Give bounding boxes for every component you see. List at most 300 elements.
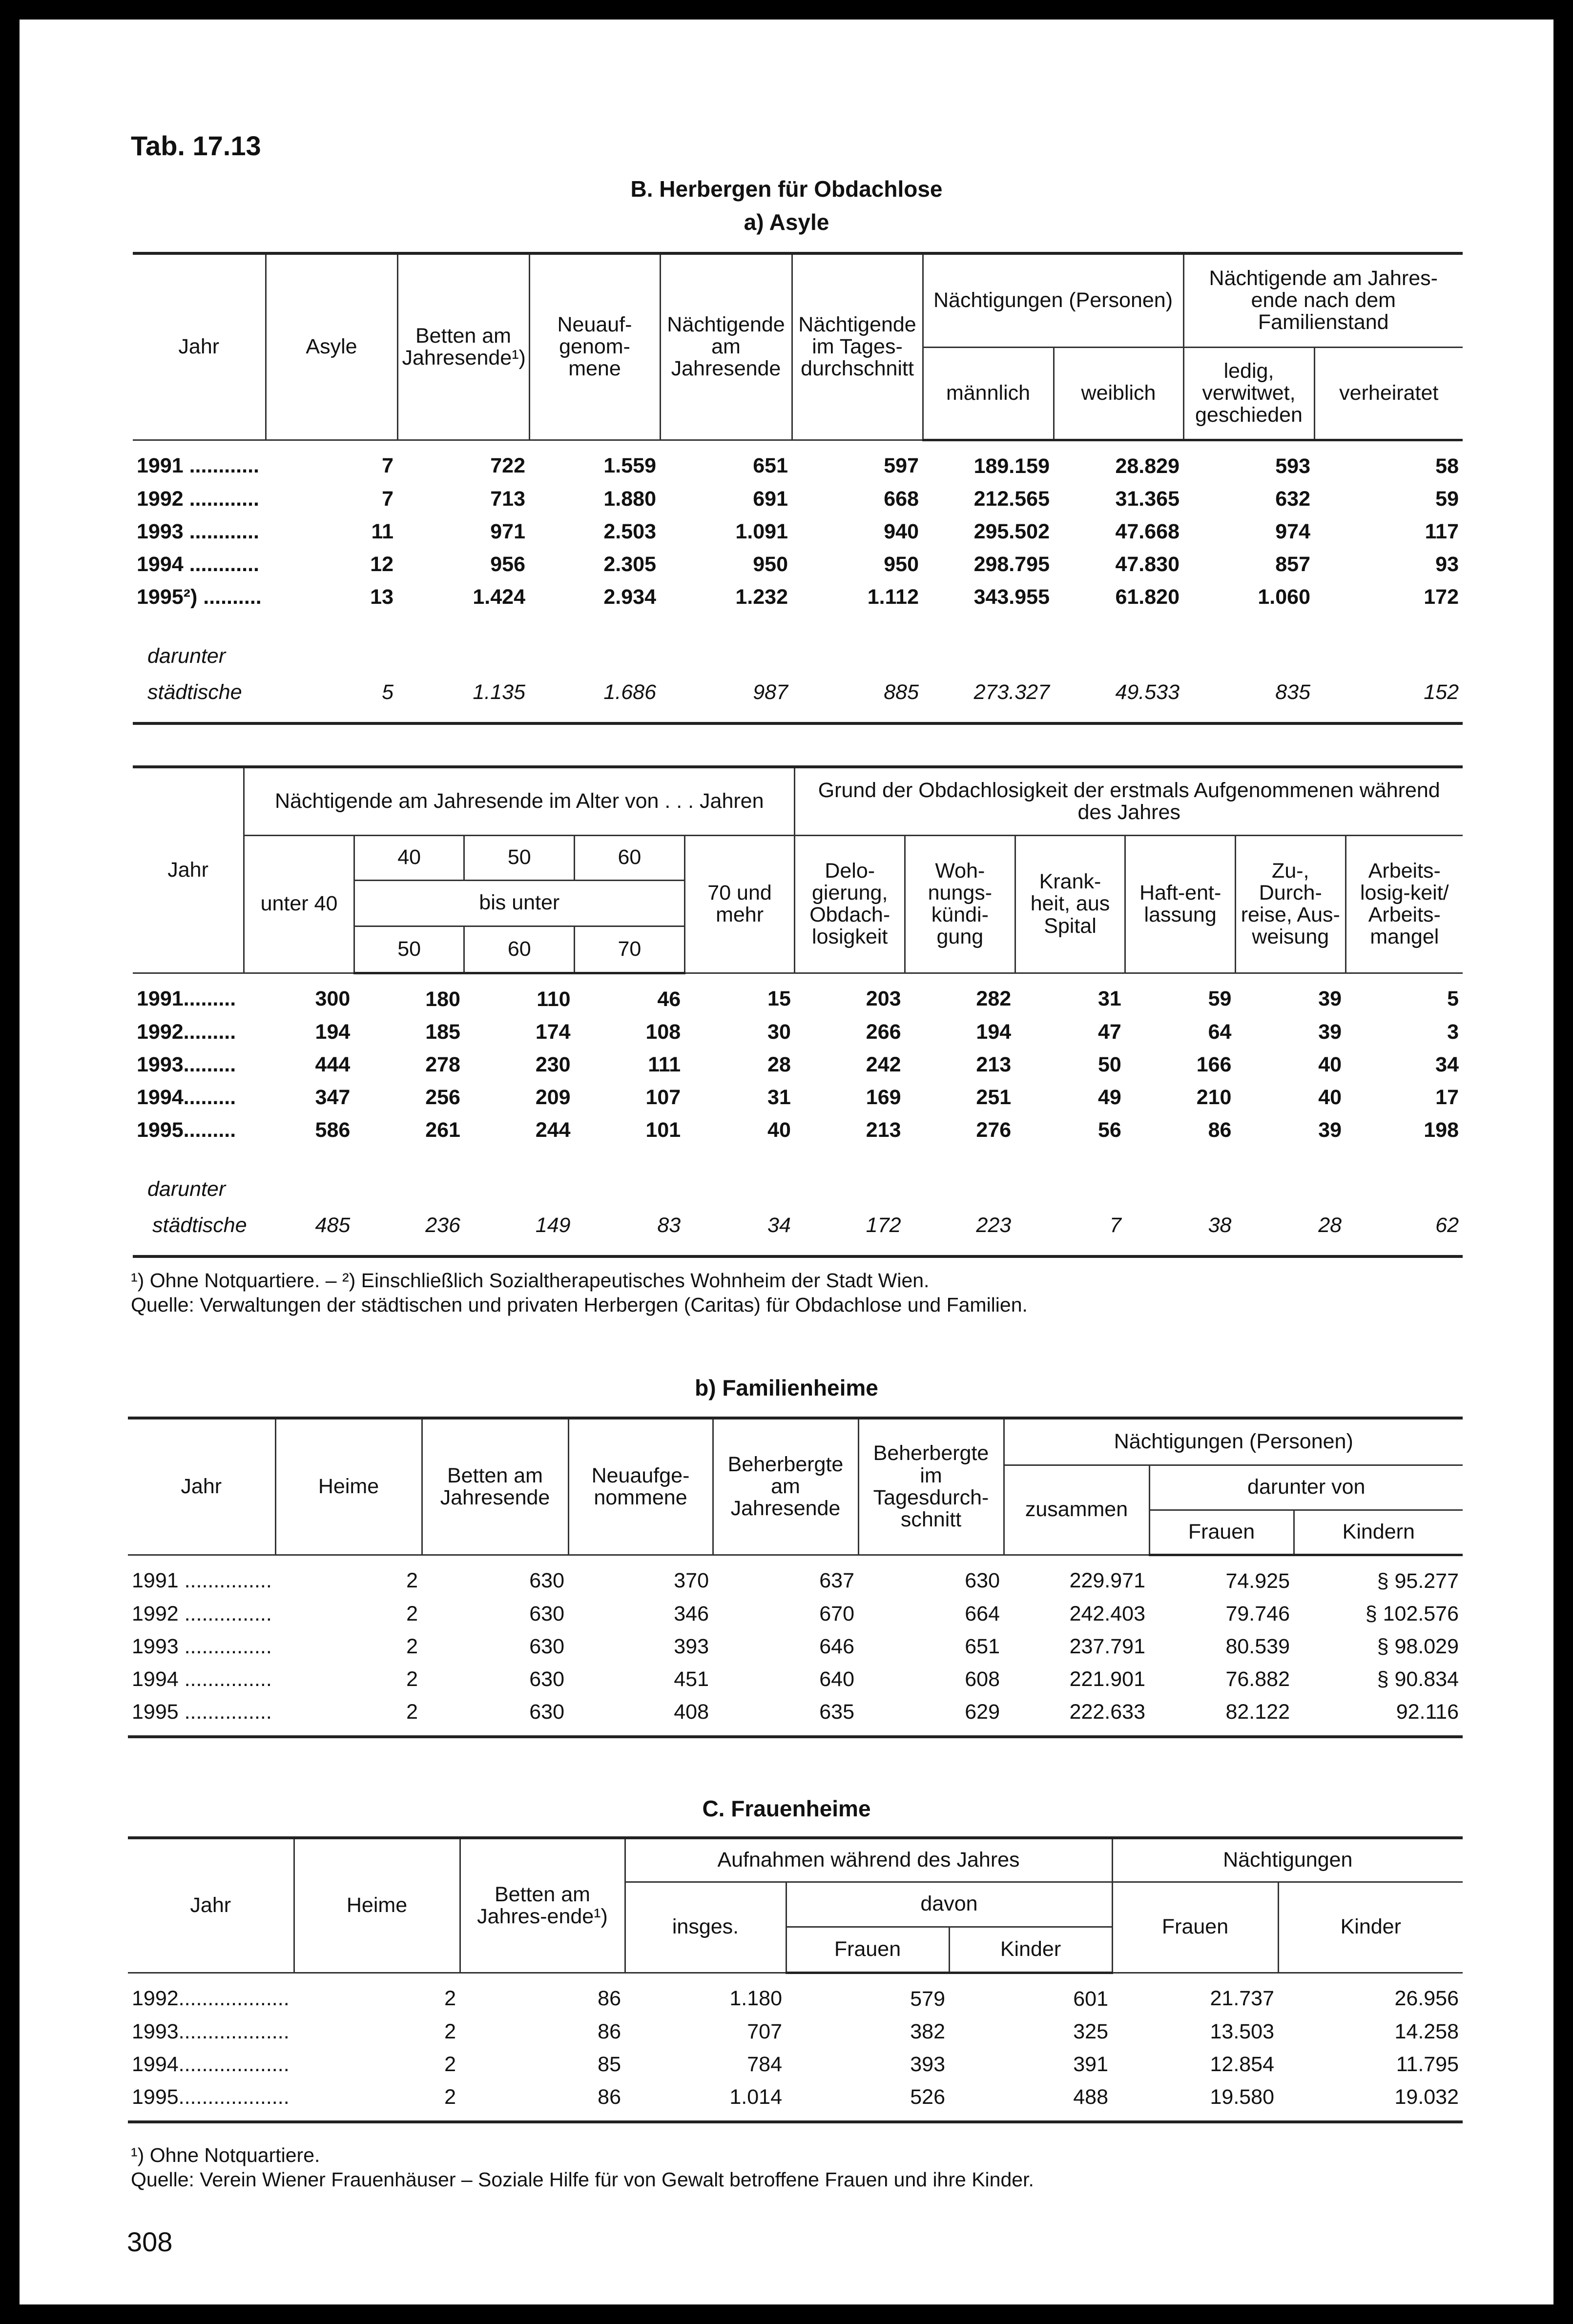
header-b60: 60 xyxy=(464,926,575,973)
table-cell: 1.112 xyxy=(867,585,919,609)
table-cell: 1.880 xyxy=(603,487,656,511)
table-cell: 670 xyxy=(819,1602,854,1625)
table-cell: 635 xyxy=(819,1700,854,1724)
table-cell: 630 xyxy=(529,1602,564,1625)
header-frauen: Frauen xyxy=(1149,1510,1294,1555)
table-cell: 2 xyxy=(406,1700,418,1724)
table-cell: 1.180 xyxy=(729,1987,782,2010)
table-cell: 180 xyxy=(425,987,460,1011)
table-cell: 1.232 xyxy=(735,585,788,609)
table-cell: 382 xyxy=(910,2019,945,2043)
table-cell: 266 xyxy=(866,1020,901,1044)
table-cell: 19.032 xyxy=(1394,2085,1459,2109)
alter-grund-table xyxy=(133,765,1463,1258)
table-cell: 230 xyxy=(535,1052,571,1076)
table-cell: 347 xyxy=(315,1085,351,1109)
document-page xyxy=(20,20,1553,2304)
table-cell: 7 xyxy=(382,487,393,511)
table-cell: 39 xyxy=(1318,1118,1342,1142)
table-cell: 107 xyxy=(645,1085,681,1109)
header-maennlich: männlich xyxy=(923,347,1054,440)
row-year: 1991 ............... xyxy=(132,1569,272,1592)
section-frauenheime-title: C. Frauenheime xyxy=(702,1796,871,1821)
table-cell: 325 xyxy=(1073,2019,1109,2043)
table-cell: 1.424 xyxy=(473,585,525,609)
table-cell: 2.503 xyxy=(603,519,656,543)
table-cell: 601 xyxy=(1073,1987,1109,2011)
table-cell: 12 xyxy=(370,552,393,576)
row-year: 1994 ............... xyxy=(132,1667,272,1691)
table-cell: 586 xyxy=(315,1118,351,1142)
header-betten: Betten am Jahres-ende¹) xyxy=(460,1838,625,1973)
table-cell: 21.737 xyxy=(1210,1987,1275,2010)
table-cell: 298.795 xyxy=(973,552,1050,576)
table-cell: 80.539 xyxy=(1225,1634,1290,1658)
table-cell: 242.403 xyxy=(1069,1602,1145,1625)
section-familienheime-title: b) Familienheime xyxy=(695,1375,878,1400)
asyle-staedtische xyxy=(133,672,1463,712)
table-cell: 5 xyxy=(382,680,393,704)
table-cell: 101 xyxy=(645,1118,681,1142)
table-row xyxy=(128,2048,1463,2081)
table-cell: 209 xyxy=(535,1085,571,1109)
table-cell: 393 xyxy=(674,1634,709,1658)
table-cell: 2.934 xyxy=(603,585,656,609)
table-number: Tab. 17.13 xyxy=(131,130,261,161)
table-cell: 640 xyxy=(819,1667,854,1691)
table-cell: 17 xyxy=(1435,1085,1459,1109)
table-row xyxy=(133,973,1463,1016)
table-cell: 2 xyxy=(406,1602,418,1625)
header-70-und-mehr: 70 und mehr xyxy=(684,835,795,973)
table-cell: 172 xyxy=(1424,585,1459,609)
table-row xyxy=(128,1555,1463,1598)
table-cell: 40 xyxy=(1318,1085,1342,1109)
row-year: 1991......... xyxy=(137,987,236,1010)
header-aufnahmen: Aufnahmen während des Jahres xyxy=(625,1838,1112,1882)
header-b70: 70 xyxy=(575,926,685,973)
table-cell: 46 xyxy=(657,987,681,1011)
header-jahr: Jahr xyxy=(128,1838,294,1973)
table-cell: 39 xyxy=(1318,987,1342,1010)
table-cell: 198 xyxy=(1424,1118,1459,1142)
table-cell: 1.014 xyxy=(729,2085,782,2109)
section-a-title: a) Asyle xyxy=(744,209,829,235)
table-row xyxy=(128,1630,1463,1663)
table-row xyxy=(133,1205,1463,1245)
header-darunter-von: darunter von xyxy=(1149,1465,1463,1510)
table-cell: 93 xyxy=(1435,552,1459,576)
table-cell: 1.686 xyxy=(603,680,656,704)
table-cell: 691 xyxy=(753,487,788,511)
table-cell: 86 xyxy=(598,2019,621,2043)
familienheime-table xyxy=(128,1417,1463,1738)
header-verheiratet: verheiratet xyxy=(1314,347,1463,440)
frauenheime-table xyxy=(128,1836,1463,2123)
table-cell: 630 xyxy=(529,1700,564,1724)
table-cell: 393 xyxy=(910,2052,945,2076)
frauenheime-table-body xyxy=(128,1973,1463,2114)
darunter-label-2: darunter xyxy=(147,1177,226,1201)
table-cell: 76.882 xyxy=(1225,1667,1290,1691)
table-cell: 30 xyxy=(767,1020,791,1044)
table-row xyxy=(133,515,1463,548)
table-cell: 13.503 xyxy=(1210,2019,1275,2043)
table-cell: 2 xyxy=(406,1667,418,1691)
header-50: 50 xyxy=(464,835,575,880)
header-kindern: Kindern xyxy=(1294,1510,1463,1555)
row-year: 1993 ............... xyxy=(132,1634,272,1658)
table-cell: 1.060 xyxy=(1258,585,1310,609)
header-ledig: ledig, verwitwet, geschieden xyxy=(1183,347,1314,440)
table-cell: 117 xyxy=(1425,519,1459,543)
header-haftentlassung: Haft-ent-lassung xyxy=(1125,835,1236,973)
table-cell: 79.746 xyxy=(1225,1602,1290,1625)
row-year: 1994 ............ xyxy=(137,552,259,576)
header-neuaufgenommene: Neuaufge-nommene xyxy=(568,1418,713,1555)
table-cell: 59 xyxy=(1435,487,1459,511)
table-cell: 651 xyxy=(753,454,788,477)
alter-grund-staedtische xyxy=(133,1205,1463,1245)
header-alter: Nächtigende am Jahresende im Alter von . . . Jahren xyxy=(244,767,795,835)
table-cell: 974 xyxy=(1275,519,1310,543)
table-cell: § 98.029 xyxy=(1377,1634,1459,1658)
table-cell: 668 xyxy=(884,487,919,511)
header-davon: davon xyxy=(786,1882,1112,1927)
table-cell: 19.580 xyxy=(1210,2085,1275,2109)
header-familienstand: Nächtigende am Jahres-ende nach dem Familienstand xyxy=(1183,253,1463,347)
table-cell: 64 xyxy=(1208,1020,1232,1044)
table-cell: 7 xyxy=(382,454,393,477)
table-cell: 1.135 xyxy=(473,680,525,704)
table-cell: 2 xyxy=(406,1634,418,1658)
table-cell: 15 xyxy=(767,987,791,1010)
alter-grund-table-body xyxy=(133,973,1463,1147)
table-cell: 210 xyxy=(1196,1085,1232,1109)
table-cell: 11 xyxy=(371,519,393,543)
table-cell: 13 xyxy=(370,585,393,609)
header-wohnungskuendigung: Woh-nungs-kündi-gung xyxy=(905,835,1015,973)
table-cell: § 95.277 xyxy=(1377,1569,1459,1593)
table-row xyxy=(133,1114,1463,1147)
header-betten: Betten am Jahresende xyxy=(422,1418,568,1555)
table-cell: 987 xyxy=(753,680,788,704)
table-cell: 237.791 xyxy=(1069,1634,1145,1658)
table-cell: 62 xyxy=(1435,1213,1459,1237)
table-cell: 185 xyxy=(425,1020,460,1044)
table-cell: 56 xyxy=(1097,1118,1121,1142)
row-year: 1994................... xyxy=(132,2052,290,2076)
header-jahr: Jahr xyxy=(133,253,266,440)
table-cell: 244 xyxy=(535,1118,571,1142)
header-kinder: Kinder xyxy=(949,1927,1112,1973)
table-row xyxy=(128,1973,1463,2016)
table-cell: 86 xyxy=(598,1987,621,2010)
header-naechtigende-jahresende: Nächtigende am Jahresende xyxy=(660,253,792,440)
table-cell: 194 xyxy=(976,1020,1012,1044)
table-cell: 38 xyxy=(1208,1213,1232,1237)
table-cell: 630 xyxy=(965,1569,1000,1592)
table-cell: 189.159 xyxy=(973,454,1050,478)
table-cell: 49 xyxy=(1097,1085,1121,1109)
table-cell: 444 xyxy=(315,1052,351,1076)
table-cell: 1.559 xyxy=(603,454,656,477)
table-row xyxy=(133,1081,1463,1114)
table-cell: 194 xyxy=(315,1020,351,1044)
header-naechtigende-tagesdurchschnitt: Nächtigende im Tages-durchschnitt xyxy=(792,253,923,440)
table-cell: 300 xyxy=(315,987,351,1010)
table-cell: § 102.576 xyxy=(1365,1602,1459,1625)
table-cell: 630 xyxy=(529,1569,564,1592)
table-cell: 950 xyxy=(753,552,788,576)
table-cell: 343.955 xyxy=(973,585,1050,609)
table-cell: 408 xyxy=(674,1700,709,1724)
table-row xyxy=(133,548,1463,581)
table-cell: 451 xyxy=(674,1667,709,1691)
table-cell: 295.502 xyxy=(973,519,1050,543)
section-b-title: B. Herbergen für Obdachlose xyxy=(630,176,943,202)
table-cell: 28.829 xyxy=(1115,454,1180,478)
table-cell: 12.854 xyxy=(1210,2052,1275,2076)
header-n-frauen: Frauen xyxy=(1112,1882,1278,1973)
table-cell: 28 xyxy=(1318,1213,1342,1237)
table-cell: 83 xyxy=(657,1213,681,1237)
row-year: 1991 ............ xyxy=(137,454,259,477)
row-year: 1995................... xyxy=(132,2085,290,2109)
table-cell: 278 xyxy=(425,1052,460,1076)
table-cell: 229.971 xyxy=(1069,1569,1145,1592)
header-krankheit: Krank-heit, aus Spital xyxy=(1015,835,1125,973)
header-insges: insges. xyxy=(625,1882,786,1973)
table-cell: 31 xyxy=(1097,987,1121,1010)
table-cell: 707 xyxy=(747,2019,782,2043)
table-cell: 784 xyxy=(747,2052,782,2076)
table-cell: 47 xyxy=(1097,1020,1121,1044)
table-cell: 526 xyxy=(910,2085,945,2109)
table-cell: 213 xyxy=(866,1118,901,1142)
table-cell: 251 xyxy=(976,1085,1012,1109)
header-40: 40 xyxy=(354,835,464,880)
table-cell: 646 xyxy=(819,1634,854,1658)
row-year: 1992 ............... xyxy=(132,1602,272,1625)
table-cell: 11.795 xyxy=(1396,2052,1459,2076)
header-arbeitslosigkeit: Arbeits-losig-keit/ Arbeits-mangel xyxy=(1345,835,1463,973)
header-naechtigungen: Nächtigungen (Personen) xyxy=(1004,1418,1463,1465)
table-cell: 346 xyxy=(674,1602,709,1625)
table-cell: 152 xyxy=(1424,680,1459,704)
row-year: 1993......... xyxy=(137,1052,236,1076)
header-naechtigungen: Nächtigungen xyxy=(1112,1838,1463,1882)
table-cell: 3 xyxy=(1447,1020,1459,1044)
table-row xyxy=(133,1049,1463,1081)
table-cell: 2 xyxy=(444,2019,456,2043)
table-cell: 58 xyxy=(1435,454,1459,478)
table-cell: 26.956 xyxy=(1394,1987,1459,2010)
header-zusammen: zusammen xyxy=(1004,1465,1149,1555)
row-year: 1993 ............ xyxy=(137,519,259,543)
table-cell: 47.668 xyxy=(1115,519,1180,543)
table-cell: 223 xyxy=(976,1213,1012,1237)
header-beherbergte-jahresende: Beherbergte am Jahresende xyxy=(713,1418,858,1555)
table-cell: 40 xyxy=(1318,1052,1342,1076)
table-cell: 236 xyxy=(425,1213,460,1237)
header-naechtigungen: Nächtigungen (Personen) xyxy=(923,253,1183,347)
table-row xyxy=(133,483,1463,515)
table-cell: 47.830 xyxy=(1115,552,1180,576)
table-cell: 149 xyxy=(535,1213,571,1237)
table-cell: 39 xyxy=(1318,1020,1342,1044)
row-year: 1993................... xyxy=(132,2019,290,2043)
header-neuaufgenommene: Neuauf-genom-mene xyxy=(529,253,660,440)
table-cell: 608 xyxy=(965,1667,1000,1691)
table-cell: 956 xyxy=(490,552,525,576)
table-cell: 485 xyxy=(315,1213,351,1237)
table-cell: 14.258 xyxy=(1394,2019,1459,2043)
table-cell: 242 xyxy=(866,1052,901,1076)
header-betten: Betten am Jahresende¹) xyxy=(397,253,529,440)
header-jahr: Jahr xyxy=(133,767,244,973)
table-cell: 92.116 xyxy=(1396,1700,1459,1724)
table-cell: 34 xyxy=(1435,1052,1459,1076)
header-delogierung: Delo-gierung, Obdach-losigkeit xyxy=(795,835,905,973)
table-cell: 31 xyxy=(767,1085,791,1109)
table-cell: 5 xyxy=(1447,987,1459,1010)
table-cell: 2 xyxy=(444,2052,456,2076)
table-cell: 166 xyxy=(1196,1052,1232,1076)
table-cell: 940 xyxy=(884,519,919,543)
table-cell: 111 xyxy=(648,1052,681,1076)
table-cell: 174 xyxy=(535,1020,571,1044)
footnote-frauenheime: ¹) Ohne Notquartiere. xyxy=(131,2144,320,2166)
source-frauenheime: Quelle: Verein Wiener Frauenhäuser – Soziale Hilfe für von Gewalt betroffene Frauen und ihre Kinder. xyxy=(131,2168,1034,2191)
table-cell: 950 xyxy=(884,552,919,576)
table-cell: 110 xyxy=(537,987,571,1011)
table-cell: 2 xyxy=(444,2085,456,2109)
table-cell: 971 xyxy=(490,519,525,543)
header-asyle: Asyle xyxy=(266,253,397,440)
header-n-kinder: Kinder xyxy=(1278,1882,1463,1973)
row-label: städtische xyxy=(152,1213,247,1237)
row-year: 1995......... xyxy=(137,1118,236,1142)
familienheime-table-body xyxy=(128,1555,1463,1728)
table-cell: 857 xyxy=(1275,552,1310,576)
row-label: städtische xyxy=(147,680,242,704)
row-year: 1994......... xyxy=(137,1085,236,1109)
table-cell: 86 xyxy=(1208,1118,1232,1142)
table-cell: 213 xyxy=(976,1052,1012,1076)
table-cell: 34 xyxy=(767,1213,791,1237)
row-year: 1995 ............... xyxy=(132,1700,272,1724)
table-row xyxy=(128,1696,1463,1728)
table-cell: 172 xyxy=(866,1213,901,1237)
table-cell: 651 xyxy=(965,1634,1000,1658)
table-cell: 488 xyxy=(1073,2085,1109,2109)
table-cell: 713 xyxy=(490,487,525,511)
page-number: 308 xyxy=(127,2226,173,2257)
table-cell: 28 xyxy=(767,1052,791,1076)
table-cell: 370 xyxy=(674,1569,709,1592)
table-cell: 276 xyxy=(976,1118,1012,1142)
table-cell: 579 xyxy=(910,1987,945,2011)
table-cell: 40 xyxy=(767,1118,791,1142)
table-cell: 59 xyxy=(1208,987,1232,1010)
table-cell: 85 xyxy=(598,2052,621,2076)
table-row xyxy=(128,2016,1463,2048)
table-cell: 664 xyxy=(965,1602,1000,1625)
table-cell: 256 xyxy=(425,1085,460,1109)
table-cell: 593 xyxy=(1275,454,1310,478)
table-cell: 273.327 xyxy=(973,680,1050,704)
table-cell: 261 xyxy=(425,1118,460,1142)
asyle-table-body xyxy=(133,440,1463,614)
table-cell: 49.533 xyxy=(1115,680,1180,704)
row-year: 1992 ............ xyxy=(137,487,259,511)
table-cell: 82.122 xyxy=(1225,1700,1290,1724)
header-heime: Heime xyxy=(275,1418,422,1555)
header-beherbergte-tagesdurchschnitt: Beherbergte im Tagesdurch-schnitt xyxy=(858,1418,1004,1555)
table-cell: 629 xyxy=(965,1700,1000,1724)
table-cell: 835 xyxy=(1275,680,1310,704)
table-cell: 630 xyxy=(529,1667,564,1691)
row-year: 1992................... xyxy=(132,1987,290,2010)
header-b50: 50 xyxy=(354,926,464,973)
table-cell: 2 xyxy=(444,1987,456,2010)
table-cell: 722 xyxy=(490,454,525,477)
table-cell: 203 xyxy=(866,987,901,1010)
header-heime: Heime xyxy=(294,1838,460,1973)
source-asyle: Quelle: Verwaltungen der städtischen und privaten Herbergen (Caritas) für Obdachlose und Familien. xyxy=(131,1294,1028,1316)
table-cell: 31.365 xyxy=(1115,487,1180,511)
table-cell: 637 xyxy=(819,1569,854,1592)
table-cell: 1.091 xyxy=(735,519,788,543)
table-cell: 169 xyxy=(866,1085,901,1109)
table-cell: 391 xyxy=(1073,2052,1109,2076)
header-unter-40: unter 40 xyxy=(244,835,354,973)
header-weiblich: weiblich xyxy=(1054,347,1183,440)
table-cell: 50 xyxy=(1097,1052,1121,1076)
row-year: 1995²) .......... xyxy=(137,585,262,609)
table-cell: 74.925 xyxy=(1225,1569,1290,1593)
table-cell: 597 xyxy=(884,454,919,477)
table-cell: 2.305 xyxy=(603,552,656,576)
row-year: 1992......... xyxy=(137,1020,236,1044)
table-cell: 630 xyxy=(529,1634,564,1658)
header-60: 60 xyxy=(575,835,685,880)
table-row xyxy=(128,1663,1463,1696)
header-jahr: Jahr xyxy=(128,1418,275,1555)
table-row xyxy=(133,672,1463,712)
table-row xyxy=(133,440,1463,483)
table-cell: 61.820 xyxy=(1115,585,1180,609)
table-row xyxy=(128,1598,1463,1630)
table-cell: 885 xyxy=(884,680,919,704)
table-cell: 86 xyxy=(598,2085,621,2109)
table-cell: 212.565 xyxy=(973,487,1050,511)
asyle-table xyxy=(133,252,1463,725)
table-cell: 282 xyxy=(976,987,1012,1010)
table-row xyxy=(133,581,1463,614)
table-cell: 2 xyxy=(406,1569,418,1592)
table-cell: 108 xyxy=(645,1020,681,1044)
table-cell: 7 xyxy=(1109,1213,1121,1237)
header-frauen: Frauen xyxy=(786,1927,949,1973)
header-grund: Grund der Obdachlosigkeit der erstmals Aufgenommenen während des Jahres xyxy=(795,767,1463,835)
table-cell: 221.901 xyxy=(1069,1667,1145,1691)
darunter-label: darunter xyxy=(147,644,226,668)
table-cell: 222.633 xyxy=(1069,1700,1145,1724)
footnote-asyle: ¹) Ohne Notquartiere. – ²) Einschließlich Sozialtherapeutisches Wohnheim der Stadt Wien. xyxy=(131,1269,930,1292)
header-durchreise: Zu-, Durch-reise, Aus-weisung xyxy=(1235,835,1345,973)
